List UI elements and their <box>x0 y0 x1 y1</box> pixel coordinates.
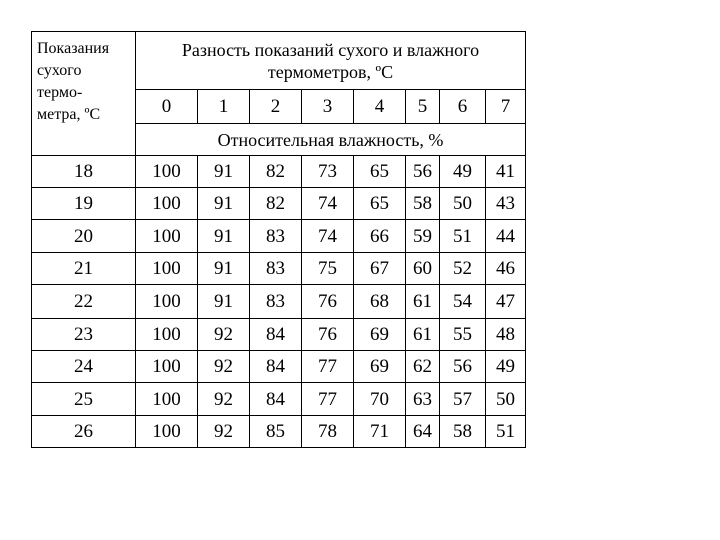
value-cell: 68 <box>354 285 406 319</box>
value-cell: 100 <box>136 156 198 188</box>
value-cell: 74 <box>302 220 354 253</box>
temperature-cell: 23 <box>32 319 136 351</box>
relative-humidity-header: Относительная влажность, % <box>136 124 526 156</box>
value-cell: 100 <box>136 319 198 351</box>
value-cell: 76 <box>302 319 354 351</box>
value-cell: 70 <box>354 383 406 416</box>
corner-line: метра, ºС <box>37 106 101 123</box>
value-cell: 100 <box>136 351 198 383</box>
value-cell: 69 <box>354 319 406 351</box>
value-cell: 83 <box>250 285 302 319</box>
table-row <box>32 253 526 285</box>
value-cell: 58 <box>406 188 440 220</box>
value-cell: 100 <box>136 253 198 285</box>
value-cell: 62 <box>406 351 440 383</box>
value-cell: 59 <box>406 220 440 253</box>
difference-cell: 5 <box>406 90 440 124</box>
value-cell: 51 <box>486 416 526 448</box>
value-cell: 73 <box>302 156 354 188</box>
table-row <box>32 416 526 448</box>
humidity-table <box>31 31 526 448</box>
value-cell: 84 <box>250 351 302 383</box>
value-cell: 61 <box>406 285 440 319</box>
temperature-cell: 21 <box>32 253 136 285</box>
value-cell: 64 <box>406 416 440 448</box>
value-cell: 44 <box>486 220 526 253</box>
table-row <box>32 351 526 383</box>
corner-line: Показания <box>37 40 110 57</box>
value-cell: 100 <box>136 220 198 253</box>
value-cell: 61 <box>406 319 440 351</box>
value-cell: 100 <box>136 383 198 416</box>
difference-cell: 6 <box>440 90 486 124</box>
temperature-cell: 25 <box>32 383 136 416</box>
value-cell: 84 <box>250 383 302 416</box>
value-cell: 49 <box>486 351 526 383</box>
value-cell: 71 <box>354 416 406 448</box>
difference-header-line: термометров, ºС <box>267 61 394 82</box>
value-cell: 55 <box>440 319 486 351</box>
value-cell: 58 <box>440 416 486 448</box>
value-cell: 85 <box>250 416 302 448</box>
value-cell: 69 <box>354 351 406 383</box>
difference-cell: 1 <box>198 90 250 124</box>
difference-cell: 7 <box>486 90 526 124</box>
value-cell: 51 <box>440 220 486 253</box>
corner-line: сухого <box>37 62 82 79</box>
value-cell: 91 <box>198 156 250 188</box>
difference-cell: 3 <box>302 90 354 124</box>
difference-cell: 2 <box>250 90 302 124</box>
table-row <box>32 383 526 416</box>
value-cell: 100 <box>136 188 198 220</box>
value-cell: 63 <box>406 383 440 416</box>
value-cell: 77 <box>302 351 354 383</box>
value-cell: 83 <box>250 253 302 285</box>
value-cell: 74 <box>302 188 354 220</box>
value-cell: 77 <box>302 383 354 416</box>
value-cell: 57 <box>440 383 486 416</box>
value-cell: 92 <box>198 351 250 383</box>
value-cell: 84 <box>250 319 302 351</box>
value-cell: 47 <box>486 285 526 319</box>
value-cell: 56 <box>406 156 440 188</box>
value-cell: 65 <box>354 188 406 220</box>
temperature-cell: 26 <box>32 416 136 448</box>
temperature-cell: 24 <box>32 351 136 383</box>
value-cell: 56 <box>440 351 486 383</box>
value-cell: 65 <box>354 156 406 188</box>
temperature-cell: 20 <box>32 220 136 253</box>
value-cell: 49 <box>440 156 486 188</box>
value-cell: 41 <box>486 156 526 188</box>
value-cell: 83 <box>250 220 302 253</box>
value-cell: 50 <box>486 383 526 416</box>
value-cell: 66 <box>354 220 406 253</box>
value-cell: 91 <box>198 285 250 319</box>
value-cell: 82 <box>250 188 302 220</box>
difference-header-line: Разность показаний сухого и влажного <box>181 39 480 60</box>
value-cell: 100 <box>136 416 198 448</box>
value-cell: 78 <box>302 416 354 448</box>
temperature-cell: 19 <box>32 188 136 220</box>
corner-line: термо- <box>37 84 83 101</box>
value-cell: 52 <box>440 253 486 285</box>
value-cell: 67 <box>354 253 406 285</box>
difference-cell: 0 <box>136 90 198 124</box>
table-row <box>32 220 526 253</box>
value-cell: 54 <box>440 285 486 319</box>
difference-cell: 4 <box>354 90 406 124</box>
temperature-cell: 22 <box>32 285 136 319</box>
value-cell: 92 <box>198 383 250 416</box>
header-row <box>32 32 526 90</box>
table-row <box>32 285 526 319</box>
table-row <box>32 319 526 351</box>
table-row <box>32 156 526 188</box>
difference-header <box>136 32 526 90</box>
value-cell: 76 <box>302 285 354 319</box>
value-cell: 82 <box>250 156 302 188</box>
value-cell: 48 <box>486 319 526 351</box>
value-cell: 100 <box>136 285 198 319</box>
value-cell: 75 <box>302 253 354 285</box>
value-cell: 91 <box>198 253 250 285</box>
value-cell: 46 <box>486 253 526 285</box>
value-cell: 91 <box>198 220 250 253</box>
value-cell: 60 <box>406 253 440 285</box>
temperature-cell: 18 <box>32 156 136 188</box>
dry-thermometer-header <box>32 32 136 156</box>
value-cell: 92 <box>198 319 250 351</box>
value-cell: 92 <box>198 416 250 448</box>
value-cell: 50 <box>440 188 486 220</box>
value-cell: 43 <box>486 188 526 220</box>
table-row <box>32 188 526 220</box>
value-cell: 91 <box>198 188 250 220</box>
